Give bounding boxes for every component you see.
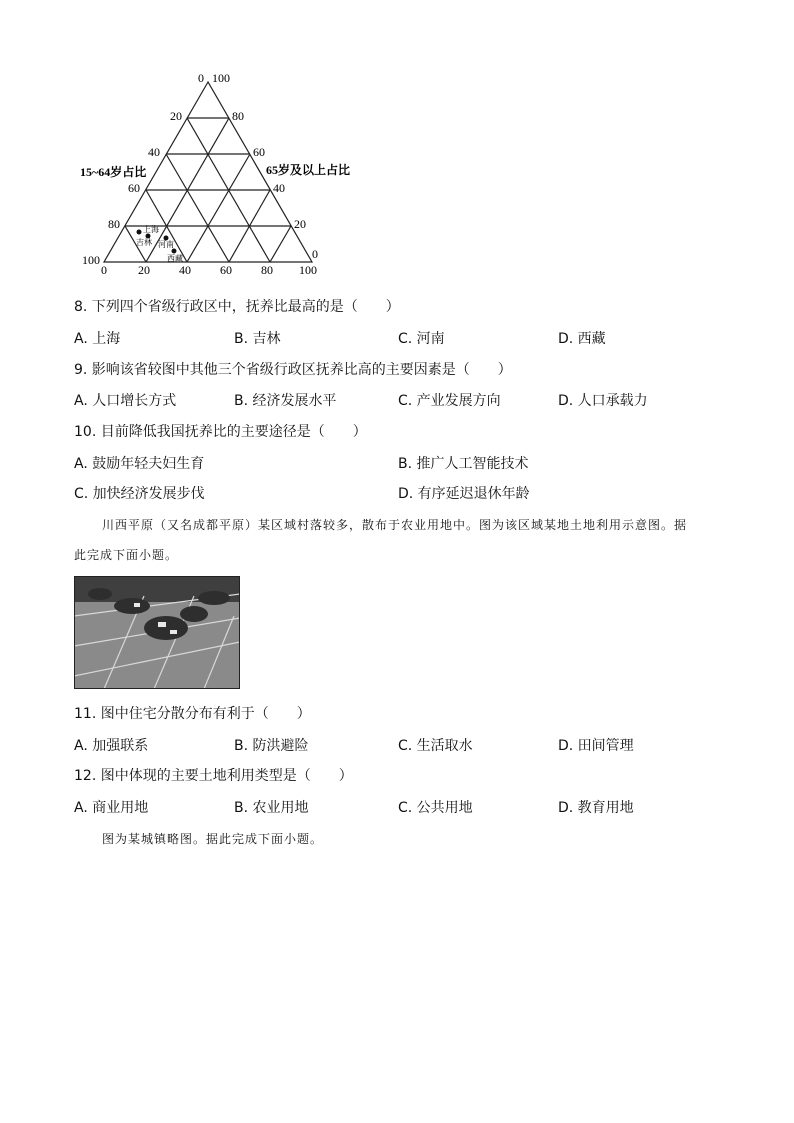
question-8-option-c[interactable]: C. 河南 (398, 331, 445, 347)
bottom-tick: 20 (138, 263, 150, 277)
question-12-option-a[interactable]: A. 商业用地 (74, 800, 149, 816)
question-10-stem: 10. 目前降低我国抚养比的主要途径是（ ） (74, 424, 367, 440)
question-11-option-d[interactable]: D. 田间管理 (558, 738, 634, 754)
question-8-option-a[interactable]: A. 上海 (74, 331, 121, 347)
question-8-stem: 8. 下列四个省级行政区中，抚养比最高的是（ ） (74, 299, 400, 315)
question-10-option-b[interactable]: B. 推广人工智能技术 (398, 456, 529, 472)
passage-1-line-2: 此完成下面小题。 (74, 548, 179, 562)
bottom-tick: 60 (220, 263, 232, 277)
question-8-option-d[interactable]: D. 西藏 (558, 331, 606, 347)
right-tick: 60 (253, 145, 265, 159)
left-tick: 40 (148, 145, 160, 159)
point-shanghai (137, 230, 142, 235)
question-11-option-a[interactable]: A. 加强联系 (74, 738, 149, 754)
point-xizang (172, 249, 177, 254)
right-tick: 40 (273, 181, 285, 195)
question-11-stem: 11. 图中住宅分散分布有利于（ ） (74, 706, 311, 722)
question-9-option-d[interactable]: D. 人口承载力 (558, 393, 648, 409)
top-tick-left: 0 (198, 71, 204, 85)
question-8-option-b[interactable]: B. 吉林 (234, 331, 281, 347)
question-12-option-d[interactable]: D. 教育用地 (558, 800, 634, 816)
question-12-option-b[interactable]: B. 农业用地 (234, 800, 309, 816)
point-label: 上海 (143, 225, 159, 234)
question-10-option-a[interactable]: A. 鼓励年轻夫妇生育 (74, 456, 205, 472)
point-label: 西藏 (167, 254, 183, 263)
question-11-option-b[interactable]: B. 防洪避险 (234, 738, 309, 754)
bottom-tick: 0 (101, 263, 107, 277)
right-axis-label: 65岁及以上占比 (266, 163, 351, 177)
question-10-option-c[interactable]: C. 加快经济发展步伐 (74, 486, 205, 502)
right-tick: 20 (294, 217, 306, 231)
passage-1-line-1: 川西平原（又名成都平原）某区域村落较多，散布于农业用地中。图为该区域某地土地利用示意图。据 (102, 518, 688, 532)
left-axis-label: 15~64岁占比 (80, 165, 147, 179)
left-tick: 20 (170, 109, 182, 123)
aerial-land-use-photo (74, 576, 240, 689)
question-9-option-b[interactable]: B. 经济发展水平 (234, 393, 337, 409)
bottom-tick: 80 (261, 263, 273, 277)
bottom-tick: 100 (299, 263, 317, 277)
left-tick: 60 (128, 181, 140, 195)
right-tick: 0 (312, 247, 318, 261)
question-12-option-c[interactable]: C. 公共用地 (398, 800, 473, 816)
point-label: 河南 (158, 240, 174, 249)
question-12-stem: 12. 图中体现的主要土地利用类型是（ ） (74, 768, 353, 784)
question-9-option-a[interactable]: A. 人口增长方式 (74, 393, 177, 409)
passage-2-line-1: 图为某城镇略图。据此完成下面小题。 (102, 832, 324, 846)
question-11-option-c[interactable]: C. 生活取水 (398, 738, 473, 754)
left-tick: 80 (108, 217, 120, 231)
left-tick: 100 (82, 253, 100, 267)
question-9-option-c[interactable]: C. 产业发展方向 (398, 393, 501, 409)
question-10-option-d[interactable]: D. 有序延迟退休年龄 (398, 486, 530, 502)
point-label: 吉林 (136, 238, 152, 247)
right-tick: 80 (232, 109, 244, 123)
ternary-diagram (70, 68, 370, 283)
top-tick-right: 100 (212, 71, 230, 85)
bottom-tick: 40 (179, 263, 191, 277)
question-9-stem: 9. 影响该省较图中其他三个省级行政区抚养比高的主要因素是（ ） (74, 362, 512, 378)
